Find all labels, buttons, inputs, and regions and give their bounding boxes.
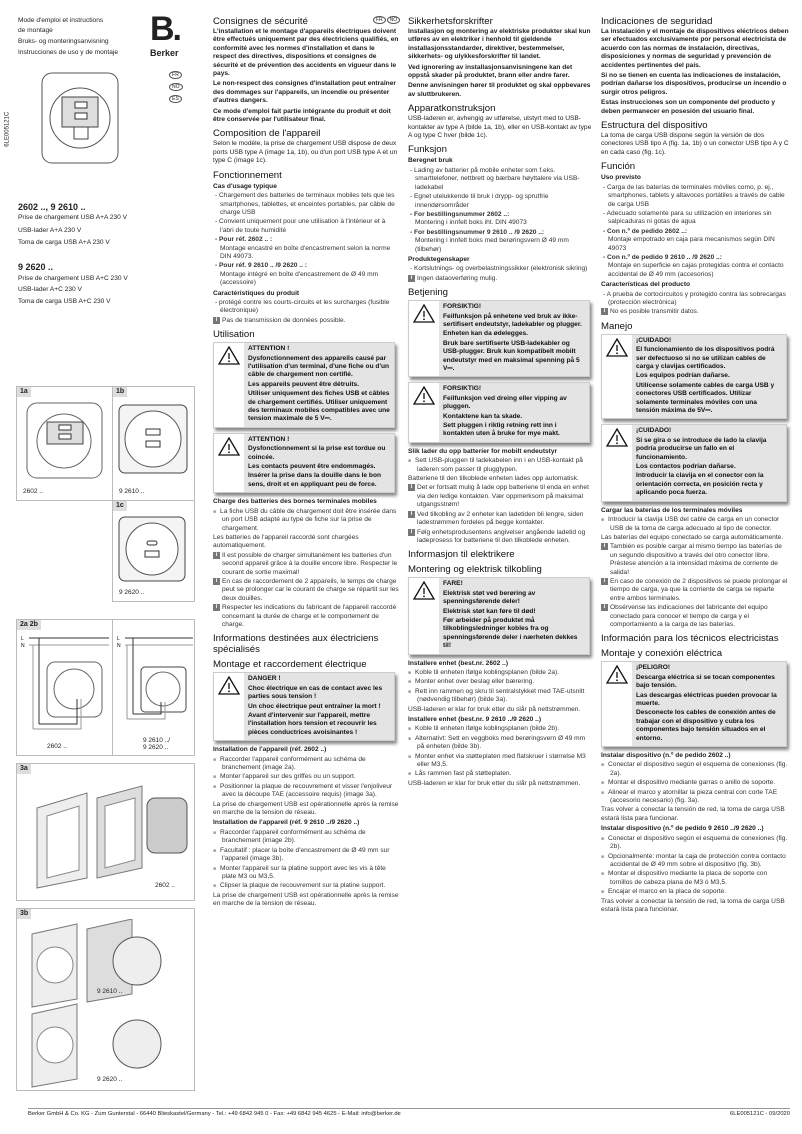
section-heading: Informasjon til elektrikere <box>408 549 515 561</box>
section-heading: Funksjon <box>408 144 447 156</box>
figure-1a <box>16 386 113 501</box>
instruction-step: ■ Facultatif : placer la boîte d'encastrement de Ø 49 mm sur l'appareil (image 3b). <box>213 847 399 864</box>
instruction-step: ■ Conectar el dispositivo según el esquema de conexiones (fig. 2b). <box>601 835 791 852</box>
warning-box <box>213 342 395 428</box>
list-item-label: - For bestillingsnummer 2602 ..: <box>410 210 510 218</box>
section-heading: Manejo <box>601 320 633 332</box>
warning-icon <box>214 343 244 427</box>
warning-title: ATTENTION ! <box>248 435 290 443</box>
section-heading: Indicaciones de seguridad <box>601 16 713 27</box>
svg-text:N: N <box>117 643 121 649</box>
section-heading: Montage et raccordement électrique <box>213 659 367 671</box>
subheading: Uso previsto <box>601 174 641 182</box>
info-text: Det er fortsatt mulig å lade opp batteriene til enda en enhet via den ledige kontakten. Vær oppmerksom på maksimal utgangsstrøm! <box>417 484 589 509</box>
assembly-drawing <box>17 778 195 898</box>
section-heading: Consignes de sécurité <box>213 16 308 27</box>
figure-caption: 9 2620 .. <box>119 588 145 596</box>
instruction-step: ■ Montar el dispositivo mediante la placa de soporte con tornillos de cabeza plana de M3 ó M3,5. <box>601 870 791 887</box>
warning-text: Insérer la prise dans la douille dans le bon sens, droit et en appliquant peu de force. <box>248 472 382 488</box>
info-icon: i <box>213 604 220 611</box>
figure-caption: 9 2610 .. <box>119 487 145 495</box>
warning-text: Choc électrique en cas de contact avec les parties sous tension ! <box>248 684 383 701</box>
warning-text: Si se gira o se introduce de lado la clavija podría producirse un fallo en el funcionamiento. <box>636 436 767 461</box>
warning-icon <box>602 425 632 500</box>
lang-no-badge: NO <box>169 83 183 91</box>
instruction-step: ■ Monter l'appareil sur la platine support avec les vis à tête plate M3 ou M3,5. <box>213 865 399 882</box>
warning-text: Los equipos podrían dañarse. <box>636 372 730 380</box>
info-note <box>213 552 399 577</box>
instruction-step: ■ Introducir la clavija USB del cable de carga en un conector USB de la toma de carga adecuado al tipo de conector. <box>601 516 791 533</box>
safety-paragraph: La instalación y el montaje de dispositivos eléctricos deben ser efectuados exclusivamente por personal electricista de acuerdo con las normas de instalación, directivas, disposiciones y normas de seguridad y prevención de accidentes pertinentes del país. <box>601 28 789 69</box>
info-note <box>408 529 594 546</box>
list-item-text: Montage encastré en boîte d'encastrement selon la norme DIN 49073. <box>220 244 391 260</box>
warning-text: Elektrisk støt kan føre til død! <box>443 607 536 615</box>
product-name: Toma de carga USB A+C 230 V <box>18 298 111 305</box>
step-result: La prise de chargement USB est opérationnelle après la remise en marche de la tension de réseau. <box>213 800 399 817</box>
info-note <box>213 578 399 603</box>
instruction-step: ■ Opcionalmente: montar la caja de protección contra contacto accidental de Ø 49 mm sobre el dispositivo (fig. 3b). <box>601 853 791 870</box>
step-result: Batteriene til den tilkoblede enheten lades opp automatisk. <box>408 475 579 483</box>
product-code: 9 2620 .. <box>18 262 54 272</box>
figure-caption: 9 2610 ../ 9 2620 .. <box>143 737 171 751</box>
info-text: En caso de conexión de 2 dispositivos se puede prolongar el tiempo de carga, ya que la corriente de carga se reparte entre ambos terminales. <box>610 577 788 602</box>
section-heading: Apparatkonstruksjon <box>408 103 496 115</box>
info-icon: i <box>213 317 220 324</box>
list-item <box>601 254 791 279</box>
warning-title: ATTENTION ! <box>248 345 290 353</box>
instruction-step: ■ Rett inn rammen og skru til sentralstykket med TAE-utsnitt (nødvendig tilbehør) (bilde 3a). <box>408 688 594 705</box>
warning-title: DANGER ! <box>248 675 281 683</box>
instruction-step: ■ Raccorder l'appareil conformément au schéma de branchement (image 2b). <box>213 829 399 846</box>
info-text: En cas de raccordement de 2 appareils, le temps de charge peut se prolonger car le courant de charge se répartit sur les deux douilles. <box>222 577 399 602</box>
info-icon: i <box>408 275 415 282</box>
instruction-step: ■ Monter enhet over beslag eller bærering. <box>408 678 594 686</box>
svg-text:N: N <box>21 643 25 649</box>
warning-text: Før arbeider på produktet må tilkoblingsledninger kobles fra og spenningsførende deler i nærheten dekkes til! <box>443 616 578 650</box>
paragraph: Selon le modèle, la prise de chargement USB dispose de deux ports USB type A (image 1a, 1b), ou d'un port USB type A et un type C (image 1c). <box>213 140 398 165</box>
section-heading: Función <box>601 161 636 173</box>
instruction-step: ■ Encajar el marco en la placa de soporte. <box>601 888 791 896</box>
subheading: Installation de l'appareil (réf. 9 2610 ../9 2620 ..) <box>213 819 360 827</box>
step-result: Tras volver a conectar la tensión de red, la toma de carga USB estará lista para funcionar. <box>601 897 785 913</box>
subheading: Produktegenskaper <box>408 255 470 263</box>
figure-2a <box>16 619 113 756</box>
warning-box <box>601 661 787 747</box>
device-drawing <box>113 513 195 593</box>
list-item-label: - Con n.º de pedido 9 2610 .. /9 2620 ..: <box>603 253 722 261</box>
step-result: USB-laderen er klar for bruk etter du slår på nettstrømmen. <box>408 705 581 713</box>
warning-box <box>408 382 590 442</box>
info-note <box>213 604 399 629</box>
warning-icon <box>214 673 244 740</box>
section-heading: Estructura del dispositivo <box>601 120 708 132</box>
info-text: Respecter les indications du fabricant de l'appareil raccordé concernant la durée de charge et le comportement de charge. <box>222 604 397 628</box>
info-note <box>213 317 399 325</box>
info-note <box>601 578 791 603</box>
subheading: Installere enhet (best.nr. 9 2610 ../9 2620 ..) <box>408 716 542 723</box>
instruction-step: ■ Montar el dispositivo mediante garras o anillo de soporte. <box>601 779 791 787</box>
product-name: USB-lader A+A 230 V <box>18 227 82 234</box>
warning-title: ¡CUIDADO! <box>636 336 672 344</box>
column-french <box>213 12 399 910</box>
subheading: Caractéristiques du produit <box>213 289 300 297</box>
product-name: USB-lader A+C 230 V <box>18 286 82 293</box>
figure-label: 3a <box>17 764 31 774</box>
wiring-diagram <box>17 634 112 734</box>
list-item <box>601 228 791 253</box>
paragraph: USB-laderen er, avhengig av utførelse, utstyrt med to USB-kontakter av type A (bilde 1a, 1b), eller en USB-kontakt av type A og type C hver (bilde 1c). <box>408 115 592 140</box>
safety-paragraph: Si no se tienen en cuenta las indicaciones de instalación, podrían dañarse los dispositivos, producirse un incendio o surgir otros peligros. <box>601 72 787 96</box>
list-item: - Lading av batterier på mobile enheter som f.eks. smarttelefoner, nettbrett og bærbare høyttalere via USB-ladekabel <box>410 166 580 191</box>
column-spanish <box>601 12 791 915</box>
list-item-label: - Pour réf. 2602 .. : <box>215 236 273 244</box>
list-item: - protégé contre les courts-circuits et les surcharges (fusible électronique) <box>215 298 390 315</box>
doc-title: Bruks- og monteringsanvisning <box>18 38 109 45</box>
instruction-step: ■ Koble til enheten ifølge koblingsplanen (bilde 2a). <box>408 669 594 677</box>
figure-label: 2a 2b <box>17 620 41 630</box>
step-result: Les batteries de l'appareil raccordé sont chargées automatiquement. <box>213 533 359 550</box>
info-note <box>408 511 594 528</box>
section-heading: Betjening <box>408 287 449 299</box>
info-icon: i <box>408 484 415 491</box>
safety-paragraph: L'installation et le montage d'appareils électriques doivent être effectués uniquement par des électriciens qualifiés, en conformité avec les normes d'installation et dans le respect des directives, dispositions et consignes de sécurité et de prévention des accidents en vigueur dans le pays. <box>213 28 399 78</box>
safety-paragraph: Le non-respect des consignes d'installation peut entraîner des dommages sur l'appareils, un incendie ou présenter d'autres dangers. <box>213 80 396 105</box>
section-heading: Información para los técnicos electricistas <box>601 633 779 645</box>
safety-paragraph: Installasjon og montering av elektriske produkter skal kun utføres av en elektriker i henhold til gjeldende installasjonsstandarder, direktiver, bestemmelser, sikkerhets- og ulykkesforskrifter til landet. <box>408 28 591 61</box>
list-item: - A prueba de cortocircuitos y protegido contra las sobrecargas (protección electrónica) <box>603 290 786 306</box>
step-result: La prise de chargement USB est opérationnelle après la remise en marche de la tension de réseau. <box>213 891 399 908</box>
warning-icon <box>409 383 439 441</box>
footer-doc-code: 6LE005121C - 09/2020 <box>730 1111 790 1117</box>
info-icon: i <box>213 552 220 559</box>
list-item: - Carga de las baterías de terminales móviles como, p. ej., smartphones, tablets y altavoces portátiles a través de cable de carga USB <box>603 183 785 208</box>
instruction-step: ■ La fiche USB du câble de chargement doit être insérée dans un port USB adapté au type de fiche sur la prise de chargement. <box>213 508 399 533</box>
section-heading: Utilisation <box>213 329 255 341</box>
section-heading: Sikkerhetsforskrifter <box>408 16 493 27</box>
figure-1b <box>112 386 195 501</box>
info-text: Ingen dataoverføring mulig. <box>417 274 498 282</box>
info-note <box>601 308 791 316</box>
doc-title: Mode d'emploi et instructions <box>18 17 104 24</box>
info-text: También es posible cargar al mismo tiempo las baterías de un segundo dispositivo a través del otro conector libre. Préstese atención a la intensidad máxima de corriente de salida! <box>610 543 782 576</box>
doc-title: de montage <box>18 27 53 34</box>
device-illustration <box>30 65 130 170</box>
subheading: Cargar las baterías de los terminales móviles <box>601 506 743 514</box>
warning-text: Un choc électrique peut entraîner la mort ! <box>248 702 381 710</box>
instruction-step: ■ Conectar el dispositivo según el esquema de conexiones (fig. 2a). <box>601 761 791 778</box>
instruction-step: ■ Alinear el marco y atornillar la pieza central con corte TAE (accesorio necesario) (fig. 3a). <box>601 789 791 806</box>
warning-box <box>408 300 590 377</box>
instruction-step: ■ Sett USB-pluggen til ladekabelen inn i en USB-kontakt på laderen som passer til pluggtypen. <box>408 457 594 474</box>
column-norwegian <box>408 12 594 789</box>
warning-text: Utiliser uniquement des fiches USB et câbles de chargement certifiés. Utiliser uniquement des terminaux mobiles compatibles avec une tension maximale de 5 V⎓. <box>248 390 390 423</box>
info-note <box>601 604 791 629</box>
list-item-text: Montering i innfelt boks iht. DIN 49073 <box>415 219 527 227</box>
info-icon: i <box>408 529 415 536</box>
section-heading: Informations destinées aux électriciens spécialisés <box>213 633 379 656</box>
instruction-step: ■ Monter enhet via støtteplaten med flatskruer i størrelse M3 eller M3,5. <box>408 753 594 770</box>
warning-text: Kontaktene kan ta skade. <box>443 412 523 420</box>
list-item: - Adecuado solamente para su utilización en interiores sin salpicaduras ni gotas de agua <box>603 209 772 226</box>
step-result: Las baterías del equipo conectado se carga automáticamente. <box>601 533 784 541</box>
warning-text: Los contactos podrían dañarse. <box>636 463 736 471</box>
info-icon: i <box>601 308 608 315</box>
doc-title: Instrucciones de uso y de montaje <box>18 49 119 56</box>
safety-paragraph: Denne anvisningen hører til produktet og skal oppbevares av sluttbrukeren. <box>408 82 591 98</box>
warning-icon <box>602 662 632 746</box>
step-result: Tras volver a conectar la tensión de red, la toma de carga USB estará lista para funcionar. <box>601 806 785 822</box>
info-note <box>408 484 594 509</box>
safety-paragraph: Ved ignorering av installasjonsanvisningene kan det oppstå skader på produktet, brann eller andre farer. <box>408 63 573 80</box>
figure-3b <box>16 908 195 1091</box>
section-heading: Montering og elektrisk tilkobling <box>408 564 542 576</box>
figure-caption: 2602 .. <box>23 487 43 495</box>
figure-caption: 2602 .. <box>47 742 67 750</box>
figure-label: 1a <box>17 387 31 397</box>
svg-text:L: L <box>21 636 24 642</box>
info-icon: i <box>601 604 608 611</box>
assembly-drawing <box>17 919 195 1089</box>
figure-label: 1c <box>113 501 127 511</box>
product-name: Prise de chargement USB A+A 230 V <box>18 214 128 221</box>
warning-text: Sett pluggen i riktig retning rett inn i kontakten uten å bruke for mye makt. <box>443 422 560 438</box>
warning-title: FORSIKTIG! <box>443 385 482 393</box>
info-text: No es posible transmitir datos. <box>610 308 699 316</box>
product-name: Toma de carga USB A+A 230 V <box>18 239 110 246</box>
safety-paragraph: Estas instrucciones son un componente del producto y deben permanecer en posesión del usuario final. <box>601 99 776 115</box>
instruction-step: ■ Positionner la plaque de recouvrement et visser l'enjoliveur avec la découpe TAE (accessoire requis) (image 3a). <box>213 783 399 800</box>
warning-text: Les contacts peuvent être endommagés. <box>248 463 376 471</box>
berker-logo: B. <box>150 10 180 48</box>
step-result: USB-laderen er klar for bruk etter du slår på nettstrømmen. <box>408 779 581 787</box>
list-item-text: Montering i innfelt boks med berøringsvern Ø 49 mm (tilbehør) <box>415 237 569 253</box>
subheading: Slik lader du opp batterier for mobilt endeutstyr <box>408 447 558 455</box>
figure-3a <box>16 763 195 901</box>
list-item-label: - For bestillingsnummer 9 2610 .. /9 2620 ..: <box>410 228 545 236</box>
instruction-step: ■ Alternativt: Sett en veggboks med berøringsvern Ø 49 mm på enheten (bilde 3b). <box>408 735 594 752</box>
figure-caption: 9 2610 .. <box>97 987 123 995</box>
brand-name: Berker <box>150 48 179 58</box>
info-text: Pas de transmission de données possible. <box>222 316 346 324</box>
list-item: - Kortslutnings- og overbelastningssikker (elektronisk sikring) <box>410 265 588 273</box>
info-text: Obsérvense las indicaciones del fabricante del equipo conectado para conocer el tiempo de carga y el comportamiento a la carga de las baterías. <box>610 604 768 628</box>
subheading: Beregnet bruk <box>408 157 453 165</box>
product-code: 2602 .., 9 2610 .. <box>18 202 86 212</box>
warning-icon <box>602 335 632 419</box>
warning-title: ¡CUIDADO! <box>636 427 672 435</box>
subheading: Instalar dispositivo (n.º de pedido 2602 ..) <box>601 752 731 760</box>
list-item <box>213 262 399 287</box>
warning-text: Bruk bare sertifiserte USB-ladekabler og USB-plugger. Bruk kun kompatibelt mobilt endeutstyr med en maksimal spenning på 5 V⎓. <box>443 339 580 372</box>
doc-code-vertical: 6LE005121C <box>4 111 11 147</box>
list-item-text: Montaje en superficie en cajas protegidas contra el contacto accidental de Ø 49 mm (accesorios) <box>608 262 784 278</box>
list-item: - Convient uniquement pour une utilisation à l'intérieur et à l'abri de toute humidité <box>215 218 386 234</box>
info-text: Il est possible de charger simultanément les batteries d'un second appareil grâce à la douille encore libre. Respecter le courant de sortie maximal! <box>222 551 398 576</box>
subheading: Características del producto <box>601 281 691 289</box>
subheading: Installation de l'appareil (réf. 2602 ..) <box>213 746 327 754</box>
warning-text: Enheten kan da ødelegges. <box>443 330 529 338</box>
figure-caption: 2602 .. <box>155 881 175 889</box>
warning-box <box>601 334 787 420</box>
section-heading: Montaje y conexión eléctrica <box>601 648 723 660</box>
instruction-step: ■ Lås rammen fast på støtteplaten. <box>408 770 594 778</box>
lang-no-badge: NO <box>387 16 401 24</box>
subheading: Instalar dispositivo (n.º de pedido 9 2610 ../9 2620 ..) <box>601 825 764 833</box>
warning-title: FARE! <box>443 580 463 588</box>
figure-2b <box>112 619 195 756</box>
warning-text: El funcionamiento de los dispositivos podrá ser defectuoso si no se utilizan cables de carga y clavijas certificados. <box>636 346 775 370</box>
footer-address: Berker GmbH & Co. KG - Zum Gunterstal - 66440 Blieskastel/Germany - Tel.: +49 6842 945 0 - Fax: +49 6842 945 4625 - E-Mail: info@berker.de <box>28 1111 401 1117</box>
list-item-text: Montage intégré en boîte d'encastrement de Ø 49 mm (accessoire) <box>220 270 379 287</box>
warning-box <box>213 672 395 741</box>
warning-text: Introducir la clavija en el conector con la orientación correcta, en posición recta y aplicando poca fuerza. <box>636 472 764 497</box>
warning-box <box>601 424 787 501</box>
figure-label: 1b <box>113 387 127 397</box>
subheading: Installere enhet (best.nr. 2602 ..) <box>408 659 509 667</box>
list-item: - Egnet utelukkende til bruk i drypp- og sprutfrie innendørsområder <box>410 193 549 209</box>
lang-fr-badge: FR <box>169 71 182 79</box>
info-text: Følg enhetsprodusentens angivelser angående ladetid og ladeprosess for batteriene til den tilkoblede enheten. <box>417 528 586 544</box>
section-heading: Composition de l'appareil <box>213 128 321 140</box>
warning-icon <box>409 301 439 376</box>
list-item <box>408 229 594 254</box>
warning-text: Elektrisk støt ved berøring av spenningsførende deler! <box>443 589 536 606</box>
wiring-diagram <box>113 634 195 734</box>
instruction-step: ■ Clipser la plaque de recouvrement sur la platine support. <box>213 882 399 890</box>
section-heading: Fonctionnement <box>213 169 282 181</box>
list-item <box>408 211 594 228</box>
paragraph: La toma de carga USB dispone según la versión de dos conectores USB tipo A (fig. 1a, 1b) o un conector USB tipo A y C en cada caso (fig. 1c). <box>601 132 789 156</box>
footer <box>28 1108 790 1118</box>
info-note <box>408 275 594 283</box>
list-item-label: - Pour réf. 9 2610 .. /9 2620 .. : <box>215 262 307 270</box>
warning-text: Feilfunksjon på enhetene ved bruk av ikke-sertifisert endeutstyr, ladekabler og plugger. <box>443 312 582 328</box>
product-name: Prise de chargement USB A+C 230 V <box>18 275 128 282</box>
warning-text: Feilfunksjon ved dreing eller vipping av pluggen. <box>443 394 567 411</box>
warning-icon <box>214 434 244 492</box>
safety-paragraph: Ce mode d'emploi fait partie intégrante du produit et doit être conservée par l'utilisateur final. <box>213 107 391 124</box>
device-drawing <box>113 399 195 489</box>
info-note <box>601 543 791 577</box>
lang-fr-badge: FR <box>373 16 386 24</box>
warning-box <box>213 433 395 493</box>
instruction-step: ■ Koble til enheten ifølge koblingsplanen (bilde 2b). <box>408 725 594 733</box>
warning-text: Dysfonctionnement si la prise est tordue ou coincée. <box>248 445 386 461</box>
language-badges <box>372 16 400 24</box>
subheading: Charge des batteries des bornes terminales mobiles <box>213 498 377 506</box>
info-icon: i <box>213 578 220 585</box>
info-icon: i <box>601 578 608 585</box>
warning-title: FORSIKTIG! <box>443 303 482 311</box>
warning-text: Desconecte los cables de conexión antes de trabajar con el dispositivo y cubra los componentes bajo tensión situados en el entorno. <box>636 709 776 742</box>
info-icon: i <box>601 543 608 550</box>
warning-text: Utilícense solamente cables de carga USB y conectores USB certificados. Utilizar solamente terminales móviles con una tensión máxima de 5V⎓. <box>636 381 775 415</box>
device-drawing <box>17 397 112 487</box>
info-icon: i <box>408 511 415 518</box>
warning-text: Descarga eléctrica si se tocan componentes bajo tensión. <box>636 673 775 690</box>
info-text: Ved tilkobling av 2 enheter kan ladetiden bli lengre, siden ladestrømmen fordeles på begge kontakter. <box>417 510 584 527</box>
warning-icon <box>409 578 439 653</box>
instruction-step: ■ Monter l'appareil sur des griffes ou un support. <box>213 773 399 781</box>
figure-1c <box>112 500 195 602</box>
warning-text: Les appareils peuvent être détruits. <box>248 380 360 388</box>
list-item: - Chargement des batteries de terminaux mobiles tels que les smartphones, tablettes, et enceintes portables, par câble de charge USB <box>215 192 395 216</box>
warning-text: Avant d'intervenir sur l'appareil, mettre l'installation hors tension et recouvrir les pièces conductrices avoisinantes ! <box>248 712 377 736</box>
instruction-step: ■ Raccorder l'appareil conformément au schéma de branchement (image 2a). <box>213 756 399 773</box>
warning-text: Dysfonctionnement des appareils causé par l'utilisation d'un terminal, d'une fiche ou d'un câble de chargement non certifié. <box>248 354 390 379</box>
figure-caption: 9 2620 .. <box>97 1075 123 1083</box>
list-item <box>213 236 399 261</box>
warning-box <box>408 577 590 654</box>
svg-text:L: L <box>117 636 120 642</box>
list-item-text: Montaje empotrado en caja para mecanismos según DIN 49073 <box>608 236 775 252</box>
lang-es-badge: ES <box>169 95 182 103</box>
warning-text: Las descargas eléctricas pueden provocar la muerte. <box>636 691 777 707</box>
figure-label: 3b <box>17 909 31 919</box>
list-item-label: - Con n.º de pedido 2602 ..: <box>603 227 688 235</box>
subheading: Cas d'usage typique <box>213 182 277 190</box>
warning-title: ¡PELIGRO! <box>636 664 671 672</box>
